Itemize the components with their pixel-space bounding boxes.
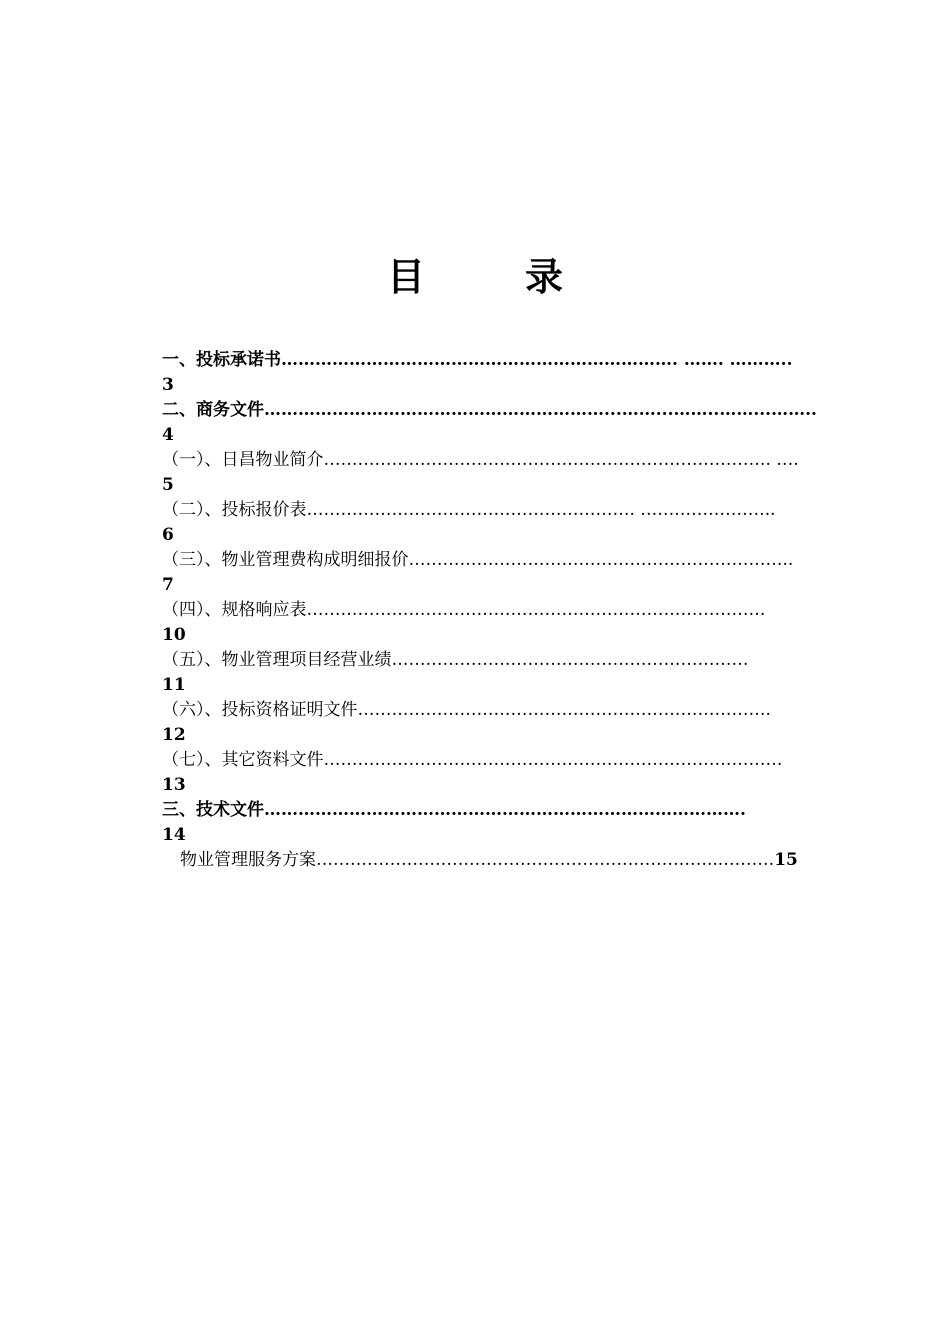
toc-entry-2[interactable]: 二、商务文件……………………………………………………...……...……..……...…….. (162, 400, 817, 420)
toc-entry-3[interactable]: （一）、日昌物业简介……………………………………………………………………. …. (162, 450, 799, 470)
toc-entry-6-page: 10 (162, 625, 186, 645)
toc-entry-7[interactable]: （五）、物业管理项目经营业绩……………………………………………………… (162, 650, 749, 670)
toc-entry-4-page: 6 (162, 525, 174, 545)
toc-entry-4[interactable]: （二）、投标报价表…………………………………………………. …….…………….. (162, 500, 776, 520)
toc-title-char-1: 目 (386, 254, 425, 299)
toc-entry-1[interactable]: 一、投标承诺书……………………………………………………………. ……. ……….. (162, 350, 793, 370)
toc-entry-11-page: 15 (774, 850, 798, 870)
toc-entry-2-page: 4 (162, 425, 174, 445)
toc-entry-1-page: 3 (162, 375, 174, 395)
toc-entry-3-page: 5 (162, 475, 174, 495)
toc-entry-5-page: 7 (162, 575, 174, 595)
toc-entry-5[interactable]: （三）、物业管理费构成明细报价………………………………………………………….. (162, 550, 794, 570)
toc-entry-7-page: 11 (162, 675, 186, 695)
toc-title-char-2: 录 (525, 254, 564, 299)
toc-entry-8[interactable]: （六）、投标资格证明文件………………………………………………………………. (162, 700, 771, 720)
table-of-contents (162, 348, 838, 873)
toc-entry-8-page: 12 (162, 725, 186, 745)
toc-entry-9-page: 13 (162, 775, 186, 795)
toc-entry-10[interactable]: 三、技术文件…………………………………………………………………………. (162, 800, 746, 820)
toc-entry-6[interactable]: （四）、规格响应表……………………………………………………………………… (162, 600, 766, 620)
toc-title (0, 252, 950, 302)
toc-entry-10-page: 14 (162, 825, 186, 845)
toc-entry-9[interactable]: （七）、其它资料文件……………………………………………………………………… (162, 750, 783, 770)
toc-entry-11[interactable]: 物业管理服务方案……………………………………………………………...………15 (180, 850, 798, 870)
